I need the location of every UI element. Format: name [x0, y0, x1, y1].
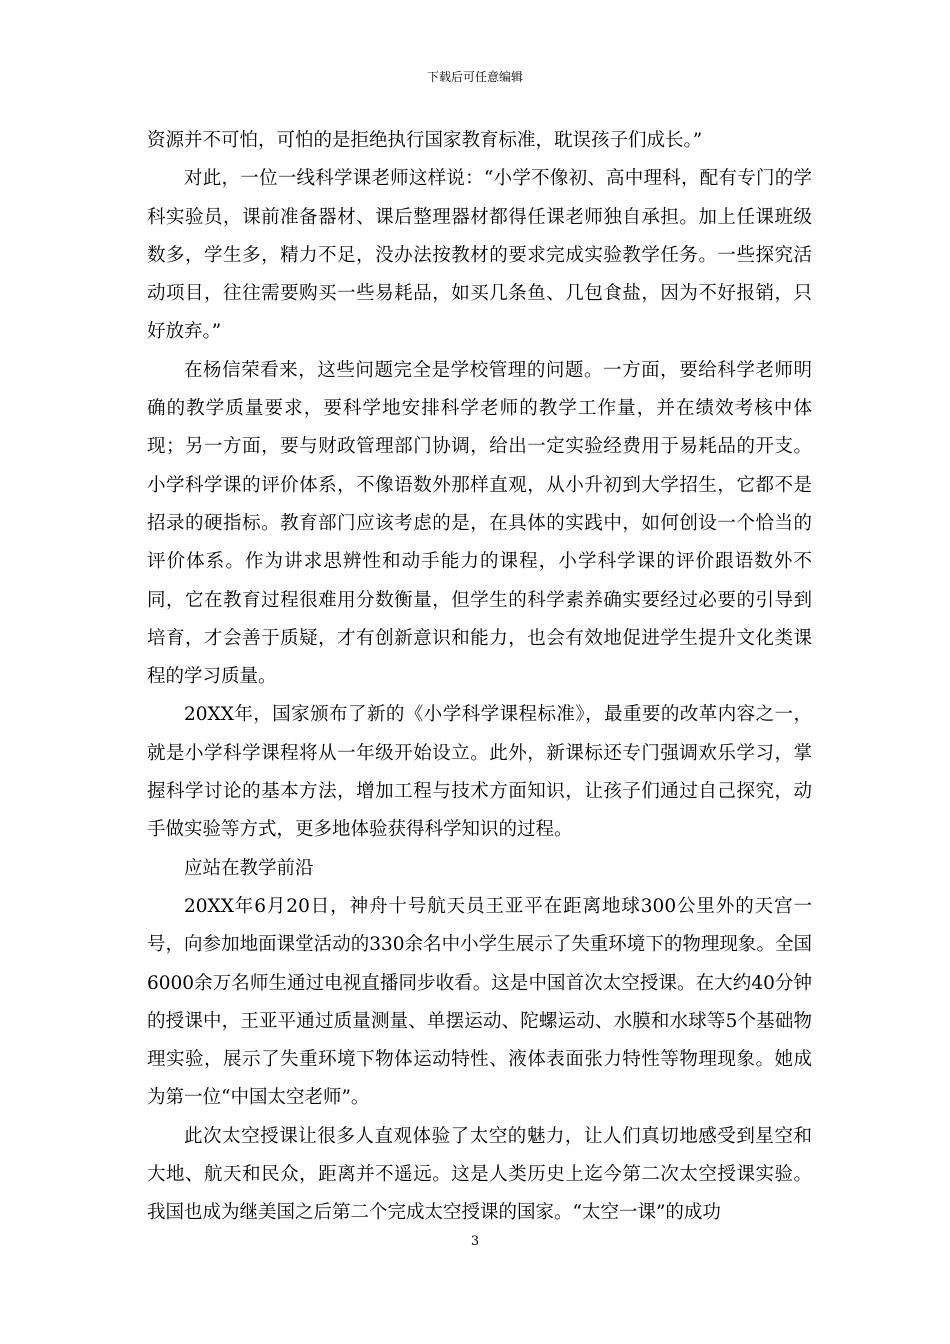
section-heading: 应站在教学前沿 — [184, 857, 314, 879]
document-body — [147, 122, 812, 1233]
paragraph: 在杨信荣看来，这些问题完全是学校管理的问题。一方面，要给科学老师明确的教学质量要求，要科学地安排科学老师的教学工作量，并在绩效考核中体现；另一方面，要与财政管理部门协调，给出一定实验经费用于易耗品的开支。小学科学课的评价体系，不像语数外那样直观，从小升初到大学招生，它都不是招录的硬指标。教育部门应该考虑的是，在具体的实践中，如何创设一个恰当的评价体系。作为讲求思辨性和动手能力的课程，小学科学课的评价跟语数外不同，它在教育过程很难用分数衡量，但学生的科学素养确实要经过必要的引导到培育，才会善于质疑，才有创新意识和能力，也会有效地促进学生提升文化类课程的学习质量。 — [147, 359, 812, 688]
page-number: 3 — [470, 1234, 480, 1249]
paragraph: 对此，一位一线科学课老师这样说：“小学不像初、高中理科，配有专门的学科实验员，课前准备器材、课后整理器材都得任课老师独自承担。加上任课班级数多，学生多，精力不足，没办法按教材的要求完成实验教学任务。一些探究活动项目，往往需要购买一些易耗品，如买几条鱼、几包食盐，因为不好报销，只好放弃。” — [147, 168, 812, 343]
paragraph: 20XX年，国家颁布了新的《小学科学课程标准》，最重要的改革内容之一，就是小学科学课程将从一年级开始设立。此外，新课标还专门强调欢乐学习，掌握科学讨论的基本方法，增加工程与技术方面知识，让孩子们通过自己探究，动手做实验等方式，更多地体验获得科学知识的过程。 — [147, 704, 812, 841]
page-header: 下载后可任意编辑 — [426, 70, 523, 84]
paragraph: 20XX年6月20日，神舟十号航天员王亚平在距离地球300公里外的天宫一号，向参加地面课堂活动的330余名中小学生展示了失重环境下的物理现象。全国6000余万名师生通过电视直播同步收看。这是中国首次太空授课。在大约40分钟的授课中，王亚平通过质量测量、单摆运动、陀螺运动、水膜和水球等5个基础物理实验，展示了失重环境下物体运动特性、液体表面张力特性等物理现象。她成为第一位“中国太空老师”。 — [147, 895, 812, 1109]
paragraph: 此次太空授课让很多人直观体验了太空的魅力，让人们真切地感受到星空和大地、航天和民众，距离并不遥远。这是人类历史上迄今第二次太空授课实验。我国也成为继美国之后第二个完成太空授课的国家。“太空一课”的成功 — [147, 1125, 812, 1224]
paragraph-continuation: 资源并不可怕，可怕的是拒绝执行国家教育标准，耽误孩子们成长。” — [147, 130, 703, 151]
